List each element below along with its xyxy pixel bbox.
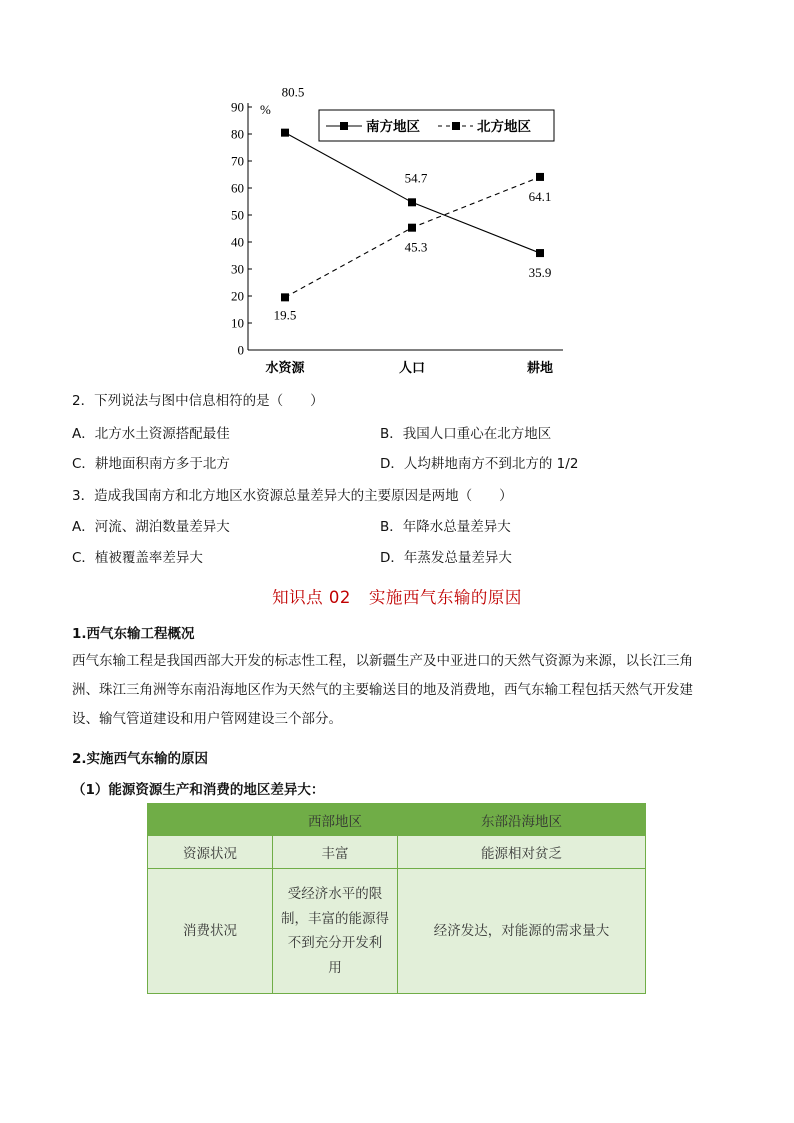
question-2-option-a: A．北方水土资源搭配最佳 [72, 426, 230, 442]
data-point [408, 224, 416, 232]
table-row [148, 836, 646, 869]
x-tick-label: 水资源 [265, 361, 305, 376]
chart-svg [225, 84, 565, 380]
y-tick-label: 0 [237, 342, 244, 358]
x-tick-label: 耕地 [526, 361, 554, 376]
legend-label-south: 南方地区 [366, 119, 420, 135]
west-line-4: 用 [328, 959, 342, 976]
table-cell-west: 丰富 [273, 836, 398, 869]
y-tick-label: 10 [231, 315, 244, 331]
heading-overview: 1.西气东输工程概况 [72, 626, 195, 642]
overview-line-1: 西气东输工程是我国西部大开发的标志性工程，以新疆生产及中亚进口的天然气资源为来源，以长江三角 [72, 653, 693, 669]
west-line-3: 不到充分开发利 [287, 935, 383, 951]
table-header-east: 东部沿海地区 [398, 804, 646, 836]
legend-marker-south [340, 122, 348, 130]
data-label: 64.1 [528, 188, 552, 204]
y-tick-label: 70 [231, 153, 244, 169]
series-line [285, 133, 540, 253]
data-point [408, 198, 416, 206]
data-point [536, 173, 544, 181]
legend-label-north: 北方地区 [477, 119, 531, 135]
table-cell-label: 消费状况 [148, 869, 273, 994]
data-point [536, 249, 544, 257]
question-3-option-d: D．年蒸发总量差异大 [380, 550, 512, 566]
table-row [148, 869, 646, 994]
heading-reasons: 2.实施西气东输的原因 [72, 751, 209, 767]
x-tick-label: 人口 [398, 361, 426, 376]
data-label: 45.3 [404, 239, 428, 255]
section-title-text: 实施西气东输的原因 [368, 588, 522, 607]
y-tick-label: 50 [231, 207, 244, 223]
overview-line-3: 设、输气管道建设和用户管网建设三个部分。 [72, 711, 342, 727]
y-tick-label: 80 [231, 126, 244, 142]
data-point [281, 293, 289, 301]
table-cell-east: 经济发达，对能源的需求量大 [398, 869, 646, 994]
section-title [0, 584, 794, 608]
question-2-option-b: B．我国人口重心在北方地区 [380, 426, 552, 442]
data-label: 80.5 [281, 84, 305, 100]
data-label: 54.7 [404, 170, 428, 186]
y-tick-label: 20 [231, 288, 244, 304]
y-tick-label: 40 [231, 234, 244, 250]
table-cell-west [273, 869, 398, 994]
comparison-table [147, 803, 646, 994]
table-header-empty [148, 804, 273, 836]
table-header-west: 西部地区 [273, 804, 398, 836]
table-cell-east: 能源相对贫乏 [398, 836, 646, 869]
y-tick-label: 30 [231, 261, 244, 277]
question-2-option-d: D．人均耕地南方不到北方的 1/2 [380, 456, 579, 472]
data-label: 19.5 [273, 307, 297, 323]
y-tick-label: 90 [231, 99, 244, 115]
y-unit-label: % [260, 102, 271, 117]
question-2-option-c: C．耕地面积南方多于北方 [72, 456, 230, 472]
question-2-stem: 2．下列说法与图中信息相符的是（ ） [72, 393, 324, 409]
section-number: 知识点 02 [272, 588, 351, 607]
west-line-1: 受经济水平的限 [287, 886, 383, 902]
line-chart [225, 84, 565, 380]
overview-paragraph [72, 647, 727, 734]
question-3-option-c: C．植被覆盖率差异大 [72, 550, 203, 566]
series-line [285, 177, 540, 297]
data-point [281, 129, 289, 137]
question-3-option-a: A．河流、湖泊数量差异大 [72, 519, 230, 535]
subheading-reason-1: （1）能源资源生产和消费的地区差异大： [72, 782, 325, 798]
table-header-row [148, 804, 646, 836]
legend-marker-north [452, 122, 460, 130]
overview-line-2: 洲、珠江三角洲等东南沿海地区作为天然气的主要输送目的地及消费地，西气东输工程包括天然气开发建 [72, 682, 693, 698]
question-3-stem: 3．造成我国南方和北方地区水资源总量差异大的主要原因是两地（ ） [72, 488, 513, 504]
question-3-option-b: B．年降水总量差异大 [380, 519, 511, 535]
y-tick-label: 60 [231, 180, 244, 196]
table-cell-label: 资源状况 [148, 836, 273, 869]
data-label: 35.9 [528, 265, 552, 281]
west-line-2: 制，丰富的能源得 [281, 910, 389, 927]
